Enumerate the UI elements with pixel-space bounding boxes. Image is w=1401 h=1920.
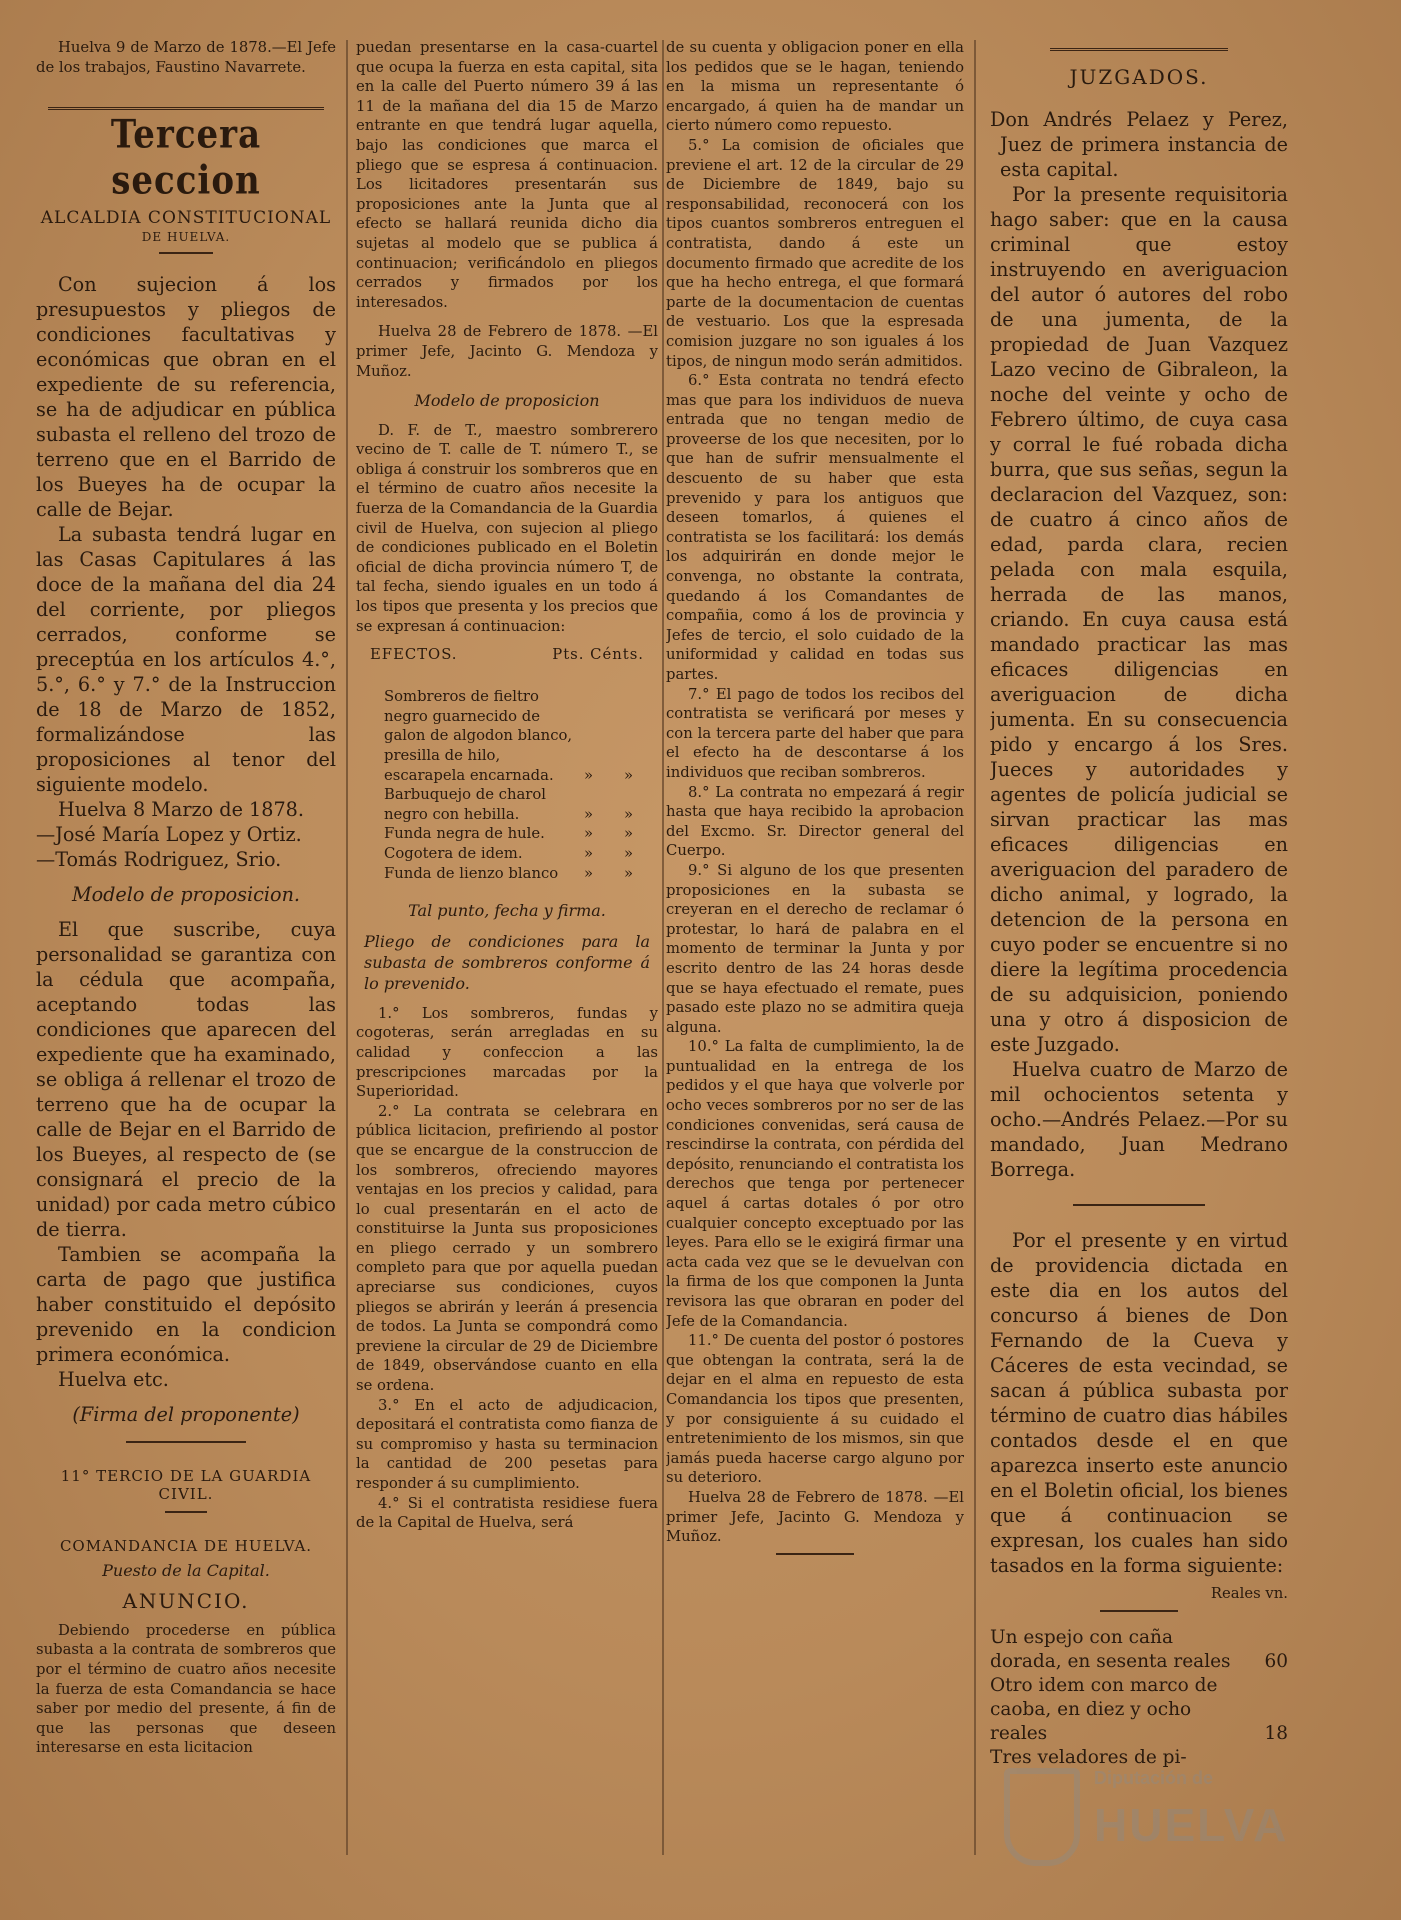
table-row: Funda negra de hule. » »	[384, 825, 634, 843]
condicion-11: 11.° De cuenta del postor ó postores que obtengan la contrata, será la de dejar en el alma en repuesto de esta Comandancia los tipos que presenten, y por consiguiente á su cuidado el entretenimiento de los mismos, sin que jamás pueda hacerse cargo alguno por su deterioro.	[666, 1332, 964, 1487]
alcaldia-paragraph: La subasta tendrá lugar en las Casas Capitulares á las doce de la mañana del dia 24 del corriente, por pliegos cerrados, conforme se preceptúa en los artículos 4.°, 5.°, 6.° y 7.° de la Instruccion de 18 de Marzo de 1852, formalizándose las proposiciones al tenor del siguiente modelo.	[36, 523, 336, 797]
juzgado-header: Don Andrés Pelaez y Perez, Juez de primera instancia de esta capital.	[990, 108, 1288, 181]
closing-signature: Huelva 9 de Marzo de 1878.—El Jefe de los trabajos, Faustino Navarrete.	[36, 39, 336, 76]
section-title: Tercera seccion	[110, 112, 262, 205]
column-efectos: EFECTOS.	[370, 646, 458, 664]
condicion-1: 1.° Los sombreros, fundas y cogoteras, serán arregladas en su calidad y confeccion a las prescripciones marcadas por la Superioridad.	[356, 1004, 658, 1101]
column-rule	[346, 40, 348, 1855]
inventory-row: Un espejo con caña dorada, en sesenta reales 60	[990, 1626, 1288, 1672]
stamp-line-2: HUELVA	[1094, 1799, 1289, 1851]
condicion-4: 4.° Si el contratista residiese fuera de la Capital de Huelva, será	[356, 1494, 658, 1532]
condicion-3: 3.° En el acto de adjudicacion, depositará el contratista como fianza de su compromiso y hasta su terminacion la cantidad de 200 pesetas para responder á su cumplimiento.	[356, 1396, 658, 1492]
anuncio-heading: ANUNCIO.	[122, 1588, 250, 1613]
shield-icon	[1004, 1768, 1080, 1866]
table-row: Sombreros de fieltro negro guarnecido de galon de algodon blanco, presilla de hilo, escarapela encarnada. » »	[384, 688, 634, 784]
column-4	[990, 38, 1288, 1770]
modelo-paragraph: Tambien se acompaña la carta de pago que justifica haber constituido el depósito prevenido en la condicion primera económica.	[36, 1243, 336, 1367]
juzgados-heading: JUZGADOS.	[1069, 65, 1209, 89]
condicion-4-cont: de su cuenta y obligacion poner en ella los pedidos que se le hagan, teniendo en la misma un representante ó encargado, á quien ha de mandar un cierto número como repuesto.	[666, 39, 964, 135]
modelo-heading: Modelo de proposicion.	[71, 883, 301, 907]
stamp-line-1: Diputación de	[1094, 1768, 1214, 1788]
divider	[1073, 1204, 1204, 1206]
column-rule	[974, 40, 976, 1855]
condicion-8: 8.° La contrata no empezará á regir hasta que haya recibido la aprobacion del Excmo. Sr. Director general del Cuerpo.	[666, 783, 964, 860]
price-table-header	[356, 646, 658, 663]
subasta-paragraph: Por el presente y en virtud de providencia dictada en este dia en los autos del concurso á bienes de Don Fernando de la Cueva y Cáceres de esta vecindad, se sacan á pública subasta por término de cuatro dias hábiles contados desde el en que aparezca inserto este anuncio en el Boletin oficial, los bienes que á continuacion se expresan, los cuales han sido tasados en la forma siguiente:	[990, 1229, 1288, 1577]
reales-heading: Reales vn.	[1210, 1585, 1288, 1602]
column-3	[666, 38, 964, 1563]
table-row: Cogotera de idem. » »	[384, 844, 634, 862]
inventory-row: Otro idem con marco de caoba, en diez y ocho reales 18	[990, 1674, 1288, 1744]
anuncio-signature: Huelva 28 de Febrero de 1878. —El primer Jefe, Jacinto G. Mendoza y Muñoz.	[356, 323, 658, 380]
condicion-2: 2.° La contrata se celebrara en pública licitacion, prefiriendo al postor que se encargue de la construccion de los sombreros, ofreciendo mayores ventajas en los precios y calidad, para lo cual presentarán en el acto de constituirse la Junta sus proposiciones en pliego cerrado y un sombrero completo para que por aquella puedan apreciarse sus condiciones, cuyos pliegos se abrirán y leerán á presencia de todos. La Junta se compondrá como previene la circular de 29 de Diciembre de 1849, observándose cuanto en ella se ordena.	[356, 1102, 658, 1395]
modelo-paragraph: El que suscribe, cuya personalidad se garantiza con la cédula que acompaña, aceptando todas las condiciones que aparecen del expediente que ha examinado, se obliga á rellenar el trozo de terreno que ha de ocupar la calle de Bejar en el Barrido de los Bueyes, al respecto de (se consignará el precio de la unidad) por cada metro cúbico de tierra.	[36, 918, 336, 1242]
signature-placeholder: (Firma del proponente)	[72, 1403, 300, 1427]
divider	[126, 1441, 246, 1443]
divider	[1100, 1610, 1177, 1612]
guardia-heading: 11° TERCIO DE LA GUARDIA CIVIL.	[60, 1467, 312, 1504]
archive-stamp	[1004, 1762, 1294, 1872]
condicion-6: 6.° Esta contrata no tendrá efecto mas que para los individuos de nueva entrada que no tengan medio de proveerse de los que necesiten, por lo que han de sufrir mensualmente el descuento de su haber que esta prevenido y para los antiguos que deseen tomarlos, á quienes el contratista se los facilitará: los demás los adquirirán en donde mejor le convenga, no obstante la contrata, quedando á los Comandantes de compañia, como á los de provincia y Jefes de tercio, el solo cuidado de la uniformidad y calidad en todas sus partes.	[666, 372, 964, 683]
condicion-5: 5.° La comision de oficiales que previene el art. 12 de la circular de 29 de Diciembre de 1849, bajo su responsabilidad, reconocerá con los tipos cuantos sombreros entreguen el contratista, dando á este un documento firmado que acredite de los que ha hecho entrega, el que formará parte de la documentacion de cuentas de vestuario. Los que la espresada comision juzgare no son iguales á los tipos, de ningun modo serán admitidos.	[666, 136, 964, 370]
price-table	[356, 687, 658, 883]
column-rule	[662, 40, 664, 1855]
table-row: Barbuquejo de charol negro con hebilla. » »	[384, 786, 634, 823]
comandancia-heading: COMANDANCIA DE HUELVA.	[59, 1537, 313, 1556]
alcaldia-signature: —José María Lopez y Ortiz.	[36, 823, 302, 847]
alcaldia-heading: ALCALDIA CONSTITUCIONAL	[40, 208, 332, 229]
alcaldia-date: Huelva 8 Marzo de 1878.	[58, 798, 304, 822]
pliego-signature: Huelva 28 de Febrero de 1878. —El primer Jefe, Jacinto G. Mendoza y Muñoz.	[666, 1488, 964, 1546]
alcaldia-paragraph: Con sujecion á los presupuestos y pliegos de condiciones facultativas y económicas que obran en el expediente de su referencia, se ha de adjudicar en pública subasta el relleno del trozo de terreno que en el Barrido de los Bueyes ha de ocupar la calle de Bejar.	[36, 273, 336, 522]
column-2	[356, 38, 658, 1533]
tal-punto: Tal punto, fecha y firma.	[408, 901, 606, 921]
section-divider	[48, 107, 324, 110]
condicion-10: 10.° La falta de cumplimiento, la de puntualidad en la entrega de los pedidos y el que haya que volverle por ocho veces sombreros por no ser de las condiciones convenidas, será causa de rescindirse la contrata, con pérdida del depósito, renunciando el contratista los derechos que tenga por pertenecer aquel á cartas dotales ó por otro cualquier concepto exceptuado por las leyes. Para ello se le exigirá firmar una acta cada vez que se le devuelvan con la firma de los que componen la Junta revisora las que obraran en poder del Jefe de la Comandancia.	[666, 1038, 964, 1330]
modelo-paragraph: D. F. de T., maestro sombrerero vecino de T. calle de T. número T., se obliga á construir los sombreros que en el término de cuatro años necesite la fuerza de la Comandancia de la Guardia civil de Huelva, con sujecion al pliego de condiciones publicado en el Boletin oficial de dicha provincia número T, de tal fecha, siendo iguales en un todo á los tipos que presenta y los precios que se expresan á continuacion:	[356, 421, 658, 635]
column-pts: Pts. Cénts.	[552, 646, 644, 664]
anuncio-paragraph: Debiendo procederse en pública subasta a la contrata de sombreros que por el término de cuatro años necesite la fuerza de esta Comandancia se hace saber por medio del presente, á fin de que las personas que deseen interesarse en esta licitacion	[36, 1621, 336, 1757]
requisitoria-signature: Huelva cuatro de Marzo de mil ochocientos setenta y ocho.—Andrés Pelaez.—Por su mandado, Juan Medrano Borrega.	[990, 1058, 1288, 1181]
modelo-place: Huelva etc.	[58, 1368, 169, 1392]
alcaldia-signature: —Tomás Rodriguez, Srio.	[36, 848, 282, 872]
requisitoria-paragraph: Por la presente requisitoria hago saber: que en la causa criminal que estoy instruyendo en averiguacion del autor ó autores del robo de una jumenta, de la propiedad de Juan Vazquez Lazo vecino de Gibraleon, la noche del veinte y ocho de Febrero último, de cuya casa y corral le fué robada dicha burra, que sus señas, segun la declaracion del Vazquez, son: de cuatro á cinco años de edad, parda clara, recien pelada con mala esquila, herrada de las manos, criando. En cuya causa está mandado practicar las mas eficaces diligencias en averiguacion de dicha jumenta. En su consecuencia pido y encargo á los Sres. Jueces y autoridades y agentes de policía judicial se sirvan practicar las mas eficaces diligencias en averiguacion del paradero de dicho animal, y logrado, la detencion de la persona en cuyo poder se encuentre si no diere la legítima procedencia de su adquisicion, poniendo una y otro á disposicion de este Juzgado.	[990, 183, 1288, 1056]
condicion-9: 9.° Si alguno de los que presenten proposiciones en la subasta se creyeran en el derecho de reclamar ó protestar, lo hará de palabra en el momento de terminar la Junta y por escrito dentro de las 24 horas desde que se haya efectuado el remate, pues pasado este plazo no se admitira queja alguna.	[666, 861, 964, 1036]
column-1	[36, 38, 336, 1758]
section-divider	[1050, 48, 1229, 51]
divider	[159, 252, 213, 254]
alcaldia-subheading: DE HUELVA.	[141, 230, 231, 245]
anuncio-paragraph: puedan presentarse en la casa-cuartel que ocupa la fuerza en esta capital, sita en la calle del Puerto número 39 á las 11 de la mañana del dia 15 de Marzo entrante en que tendrá lugar aquella, bajo las condiciones que marca el pliego que se espresa á continuacion. Los licitadores presentarán sus proposiciones ante la Junta que al efecto se hallará reunida dicho dia sujetas al modelo que se publica á continuacion; verificándolo en pliegos cerrados y firmados por los interesados.	[356, 39, 658, 311]
table-row: Funda de lienzo blanco » »	[384, 864, 634, 882]
condicion-7: 7.° El pago de todos los recibos del contratista se verificará por meses y con la tercera parte del haber que para el efecto ha de descontarse á los individuos que reciban sombreros.	[666, 685, 964, 781]
divider	[776, 1553, 853, 1555]
puesto-heading: Puesto de la Capital.	[102, 1561, 270, 1581]
divider	[165, 1511, 207, 1513]
pliego-heading: Pliego de condiciones para la subasta de sombreros conforme á lo prevenido.	[364, 931, 650, 993]
inventory-row: Tres veladores de pi-	[990, 1746, 1187, 1768]
modelo-heading: Modelo de proposicion	[414, 391, 600, 411]
